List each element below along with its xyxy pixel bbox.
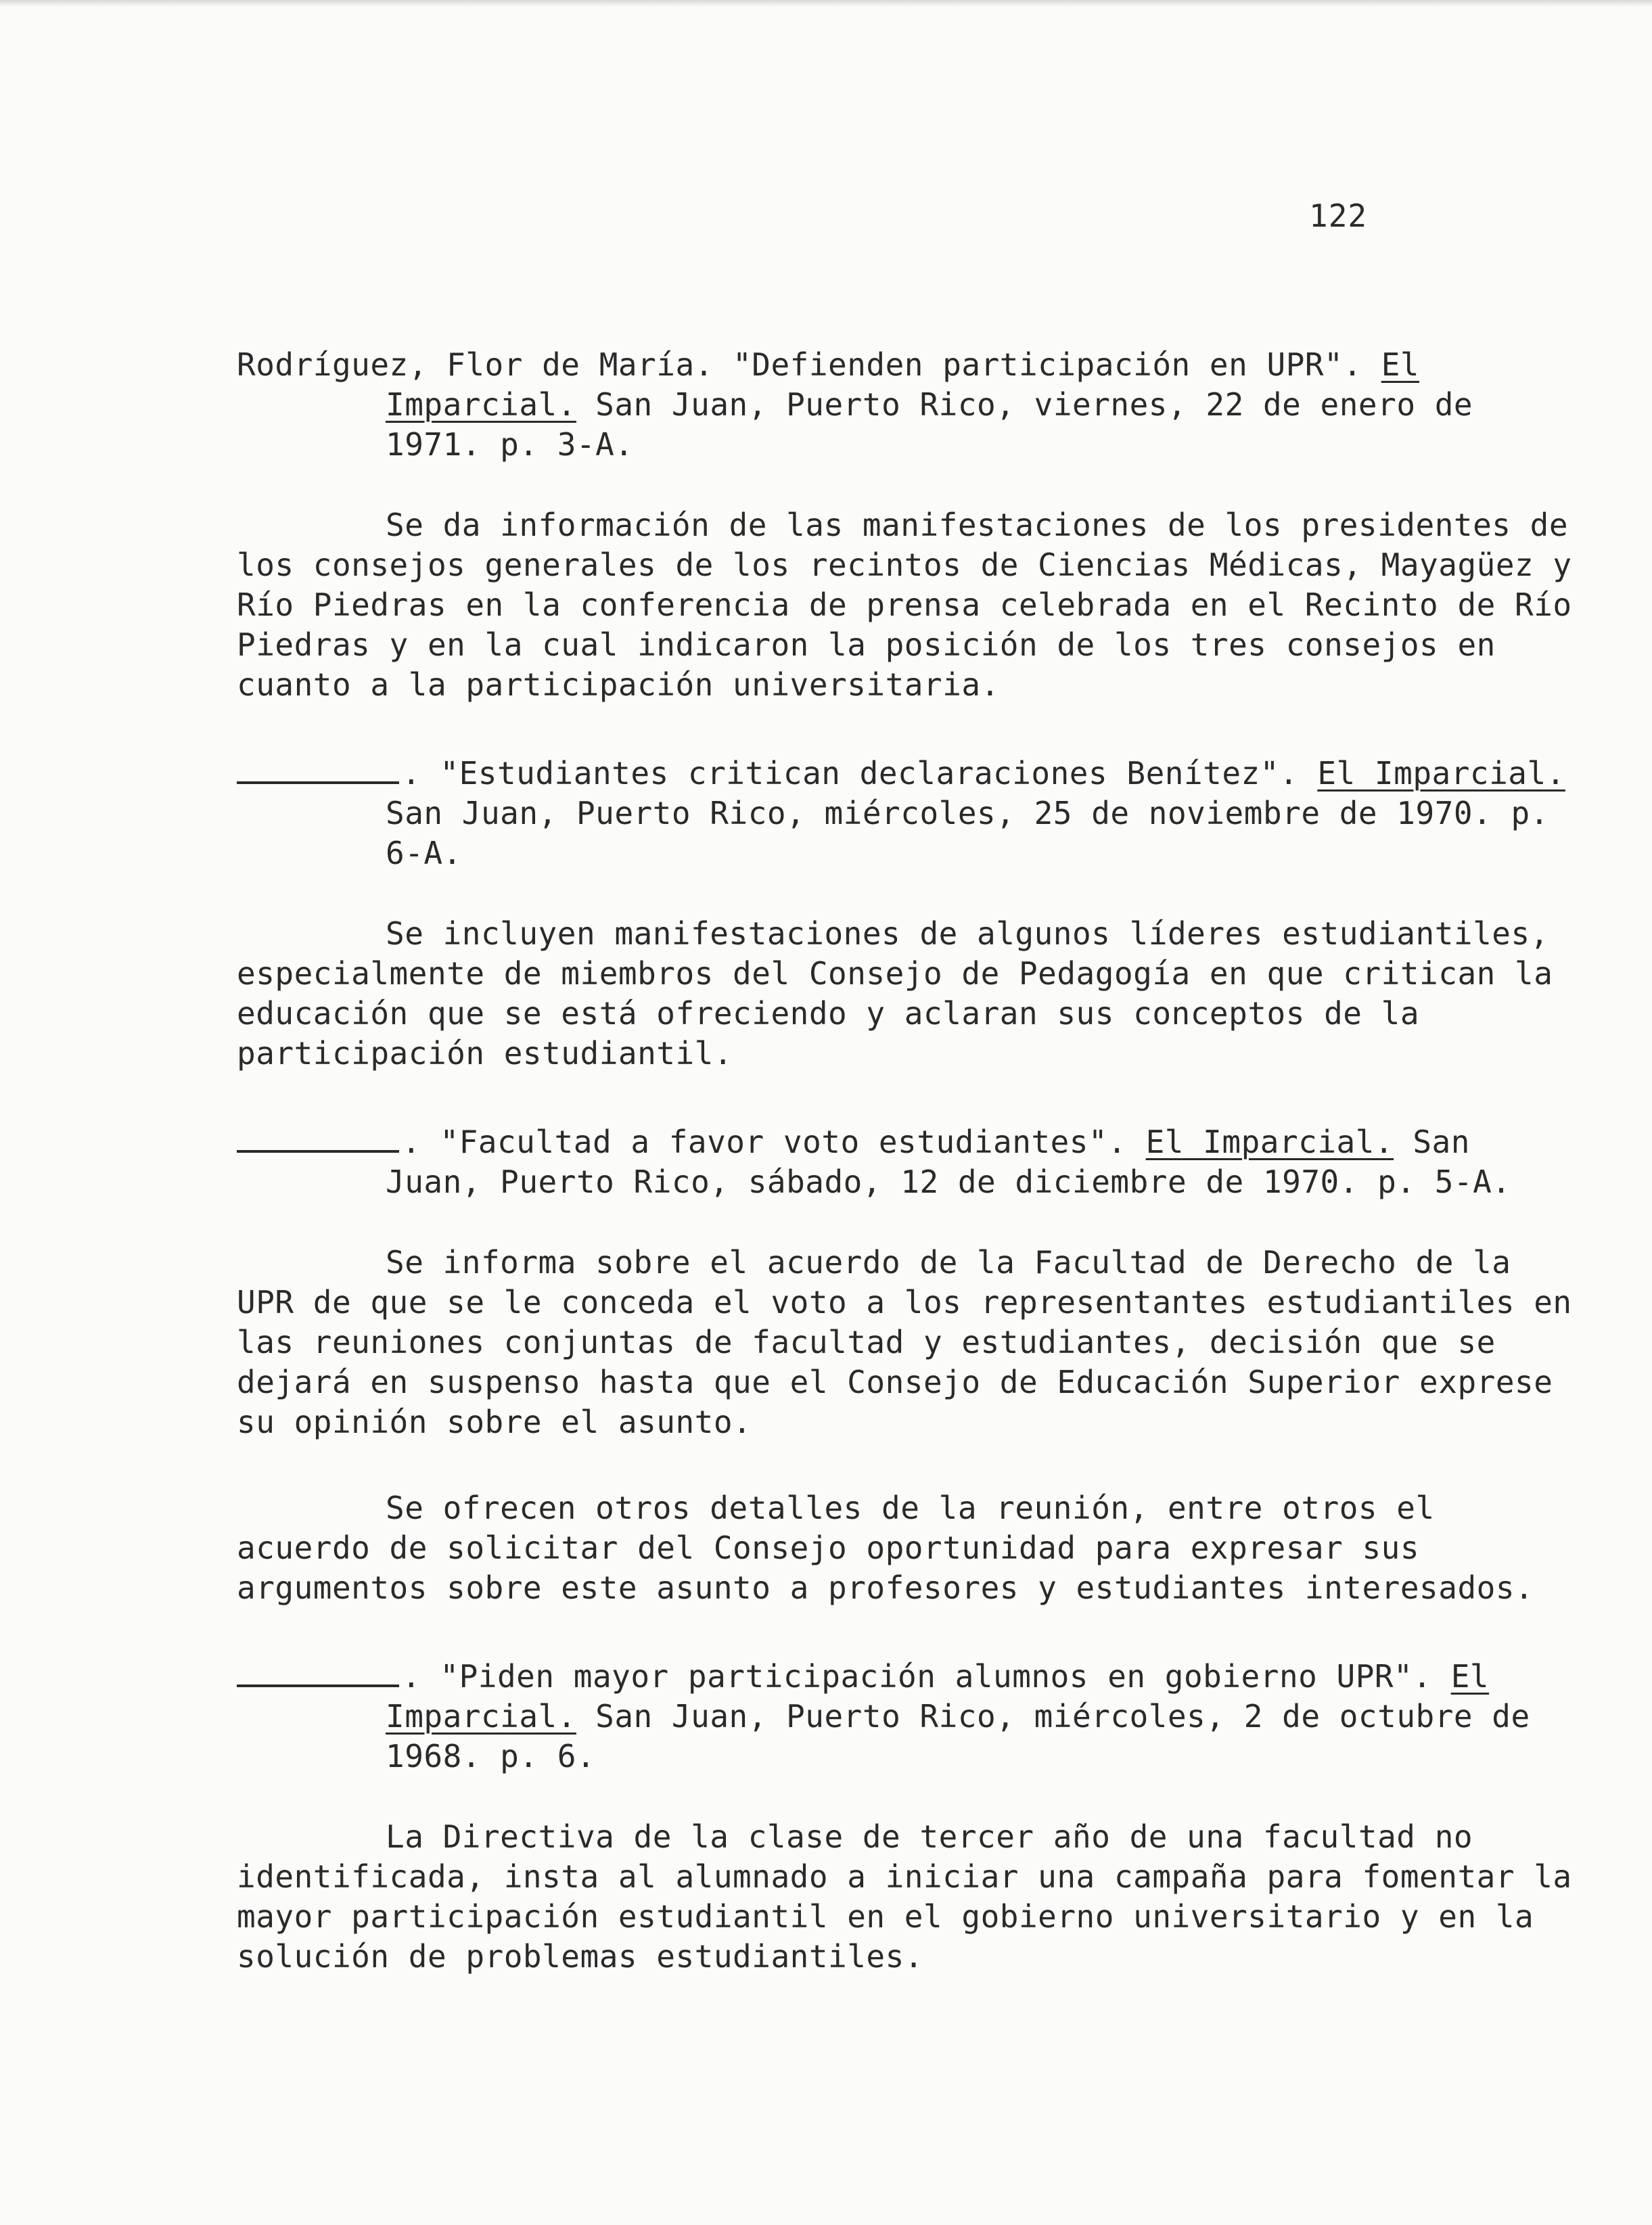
ditto-line [237,1664,399,1687]
bibliography-entry [237,1657,1576,1977]
newspaper-name: El Imparcial. [1317,755,1565,792]
article-title: "Facultad a favor voto estudiantes". [440,1124,1127,1160]
article-title: "Piden mayor participación alumnos en gobierno UPR". [440,1658,1432,1695]
article-title: "Estudiantes critican declaraciones Benítez". [440,755,1299,792]
bibliography-entry [237,345,1576,705]
ditto-line [237,761,399,784]
publication-details: San Juan, Puerto Rico, miércoles, 25 de noviembre de 1970. p. 6-A. [386,795,1549,871]
article-title: "Defienden participación en UPR". [733,346,1362,383]
publication-details: San Juan, Puerto Rico, viernes, 22 de enero de 1971. p. 3-A. [386,386,1473,463]
page-number: 122 [1309,198,1368,234]
summary: Se incluyen manifestaciones de algunos líderes estudiantiles, especialmente de miembros del Consejo de Pedagogía en que critican la educación que se está ofreciendo y aclaran sus conceptos de la participación estudiantil. [237,915,1553,1072]
citation: . "Facultad a favor voto estudiantes". El Imparcial. San Juan, Puerto Rico, sábado, 12 de diciembre de 1970. p. 5-A. [237,1122,1576,1202]
citation [237,345,1576,465]
citation: . "Piden mayor participación alumnos en gobierno UPR". El Imparcial. San Juan, Puerto Rico, miércoles, 2 de octubre de 1968. p. 6. [237,1657,1576,1776]
publication-details: San Juan, Puerto Rico, miércoles, 2 de octubre de 1968. p. 6. [386,1698,1530,1774]
bibliography-entry [237,1122,1576,1608]
newspaper-name: El Imparcial. [386,1658,1490,1735]
summary-continued: Se ofrecen otros detalles de la reunión, entre otros el acuerdo de solicitar del Consejo oportunidad para expresar sus argumentos sobre este asunto a profesores y estudiantes interesados. [237,1490,1534,1606]
publication-details: San Juan, Puerto Rico, sábado, 12 de diciembre de 1970. p. 5-A. [386,1124,1511,1200]
scan-edge [0,0,1652,7]
ditto-line [237,1130,399,1153]
summary: La Directiva de la clase de tercer año de una facultad no identificada, insta al alumnado a iniciar una campaña para fomentar la mayor participación estudiantil en el gobierno universitario y en la solución de problemas estudiantiles. [237,1818,1572,1975]
bibliography-entry [237,754,1576,1074]
citation: . "Estudiantes critican declaraciones Benítez". El Imparcial. San Juan, Puerto Rico, miércoles, 25 de noviembre de 1970. p. 6-A. [237,754,1576,873]
newspaper-name: El Imparcial. [1145,1124,1394,1160]
author: Rodríguez, Flor de María. [237,346,714,383]
summary: Se da información de las manifestaciones de los presidentes de los consejos generales de los recintos de Ciencias Médicas, Mayagüez y Río Piedras en la conferencia de prensa celebrada en el Recinto de Río Piedras y en la cual indicaron la posición de los tres consejos en cuanto a la participación universitaria. [237,507,1572,703]
summary: Se informa sobre el acuerdo de la Facultad de Derecho de la UPR de que se le conceda el voto a los representantes estudiantiles en las reuniones conjuntas de facultad y estudiantes, decisión que se dejará en suspenso hasta que el Consejo de Educación Superior exprese su opinión sobre el asunto. [237,1244,1572,1440]
bibliography [237,345,1576,1977]
newspaper-name: El Imparcial. [386,346,1420,423]
